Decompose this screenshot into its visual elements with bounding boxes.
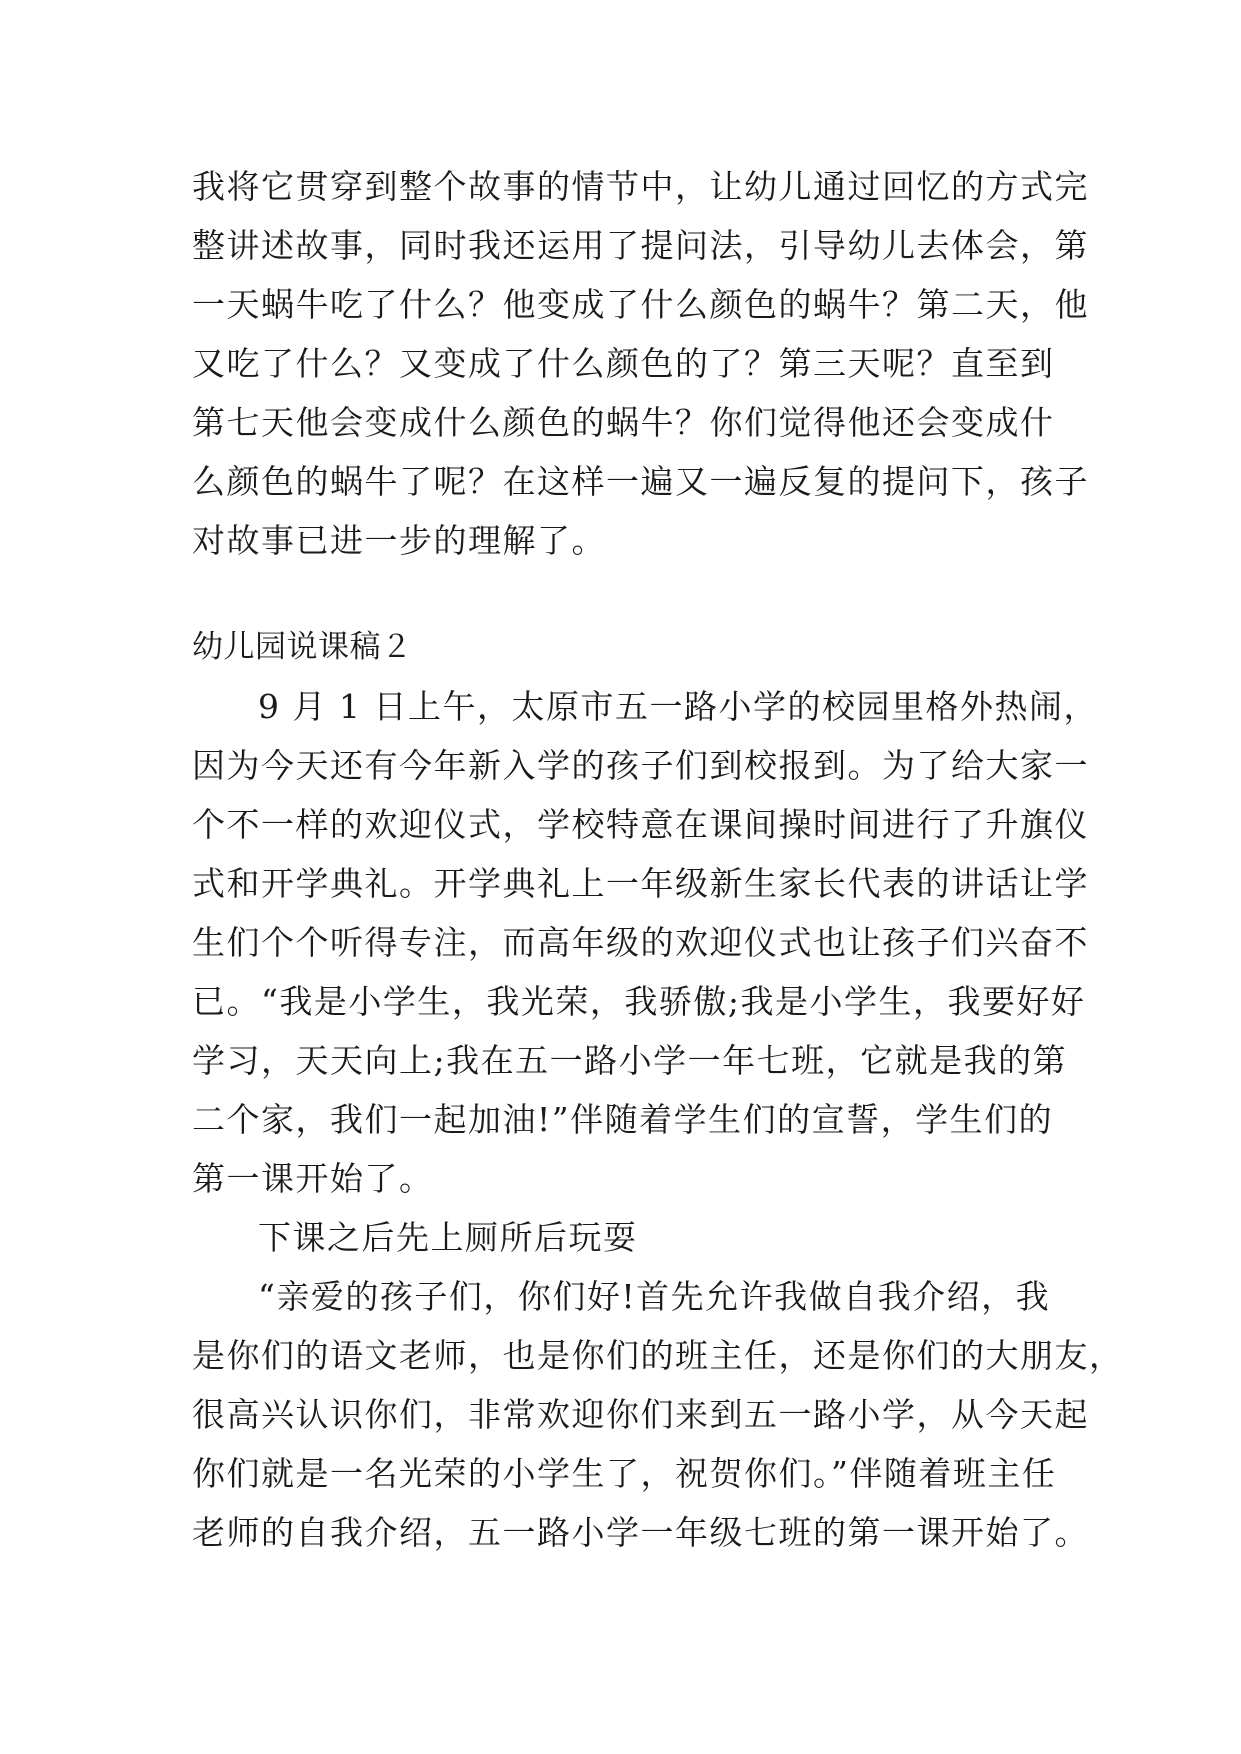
text-line: 对故事已进一步的理解了。 <box>192 521 606 560</box>
text-line: 9 月 1 日上午，太原市五一路小学的校园里格外热闹， <box>258 687 1098 726</box>
text-line: 老师的自我介绍，五一路小学一年级七班的第一课开始了。 <box>192 1513 1089 1552</box>
text-line: 我将它贯穿到整个故事的情节中，让幼儿通过回忆的方式完 <box>192 167 1089 206</box>
text-line: 是你们的语文老师，也是你们的班主任，还是你们的大朋友， <box>192 1336 1124 1375</box>
text-line: 二个家，我们一起加油!”伴随着学生们的宣誓，学生们的 <box>192 1100 1054 1139</box>
text-line: 你们就是一名光荣的小学生了，祝贺你们。”伴随着班主任 <box>192 1454 1057 1493</box>
section-2 <box>192 618 1124 1562</box>
text-line: “亲爱的孩子们，你们好!首先允许我做自我介绍，我 <box>258 1277 1051 1316</box>
text-line: 已。“我是小学生，我光荣，我骄傲;我是小学生，我要好好 <box>192 982 1086 1021</box>
text-line: 式和开学典礼。开学典礼上一年级新生家长代表的讲话让学 <box>192 864 1089 903</box>
text-line: 又吃了什么？又变成了什么颜色的了？第三天呢？直至到 <box>192 344 1055 383</box>
text-line: 第一课开始了。 <box>192 1159 434 1198</box>
section-title: 幼儿园说课稿２ <box>192 629 413 665</box>
text-line: 学习，天天向上;我在五一路小学一年七班，它就是我的第 <box>192 1041 1068 1080</box>
text-line: 下课之后先上厕所后玩耍 <box>258 1218 638 1257</box>
text-line: 整讲述故事，同时我还运用了提问法，引导幼儿去体会，第 <box>192 226 1089 265</box>
text-line: 因为今天还有今年新入学的孩子们到校报到。为了给大家一 <box>192 746 1089 785</box>
text-line: 第七天他会变成什么颜色的蜗牛？你们觉得他还会变成什 <box>192 403 1055 442</box>
text-line: 一天蜗牛吃了什么？他变成了什么颜色的蜗牛？第二天，他 <box>192 285 1089 324</box>
text-line: 生们个个听得专注，而高年级的欢迎仪式也让孩子们兴奋不 <box>192 923 1089 962</box>
text-line: 很高兴认识你们，非常欢迎你们来到五一路小学，从今天起 <box>192 1395 1089 1434</box>
paragraph-continued <box>192 157 1089 570</box>
text-line: 么颜色的蜗牛了呢？在这样一遍又一遍反复的提问下，孩子 <box>192 462 1089 501</box>
text-line: 个不一样的欢迎仪式，学校特意在课间操时间进行了升旗仪 <box>192 805 1089 844</box>
